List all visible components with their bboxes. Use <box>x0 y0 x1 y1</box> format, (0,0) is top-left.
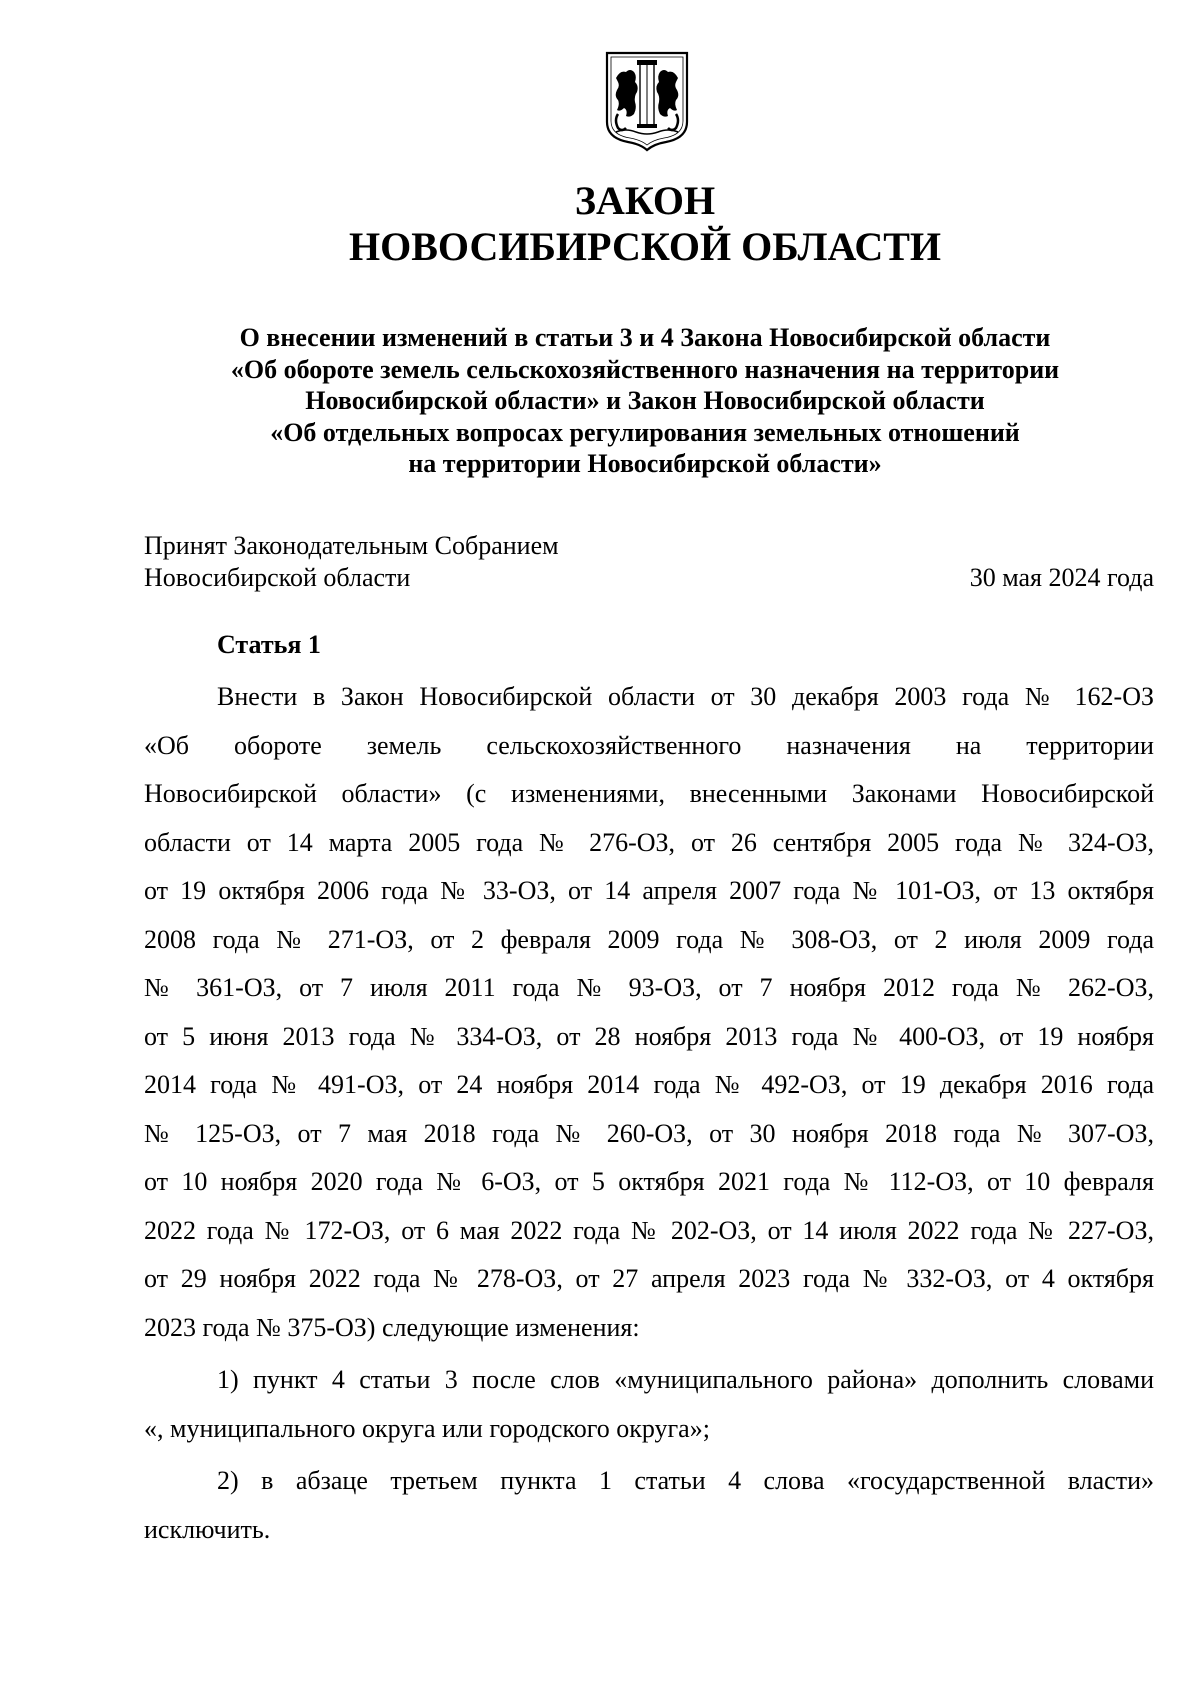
text-word: «Об <box>144 730 190 760</box>
text-line: области от 14 марта 2005 года № 276-ОЗ, от 26 сентября 2005 года № 324-ОЗ, <box>144 827 1154 857</box>
text-line: Внести в Закон Новосибирской области от 30 декабря 2003 года № 162-ОЗ <box>217 682 1154 711</box>
text-line: от 5 июня 2013 года № 334-ОЗ, от 28 ноября 2013 года № 400-ОЗ, от 19 ноября <box>144 1021 1154 1051</box>
coat-of-arms-emblem <box>604 50 690 152</box>
text-line: 2022 года № 172-ОЗ, от 6 мая 2022 года № 202-ОЗ, от 14 июля 2022 года № 227-ОЗ, <box>144 1215 1154 1245</box>
text-word: на <box>955 730 982 760</box>
text-word: назначения <box>786 730 911 760</box>
article-1-body <box>144 673 1154 1554</box>
text-line: 1) пункт 4 статьи 3 после слов «муниципального района» дополнить словами <box>217 1365 1154 1394</box>
text-word: обороте <box>233 730 322 760</box>
article-1-item-2 <box>144 1457 1154 1554</box>
text-line: 2) в абзаце третьем пункта 1 статьи 4 слова «государственной власти» <box>217 1466 1154 1495</box>
text-line <box>144 722 1154 771</box>
subject-line: на территории Новосибирской области» <box>408 449 882 478</box>
text-word: сельскохозяйственного <box>486 730 742 760</box>
text-line: исключить. <box>144 1514 271 1544</box>
adoption-row-1 <box>144 530 1154 562</box>
law-subject <box>0 322 1200 480</box>
text-word: земель <box>366 730 442 760</box>
adoption-block <box>144 530 1154 594</box>
adopted-by-region: Новосибирской области <box>144 563 411 592</box>
subject-line: О внесении изменений в статьи 3 и 4 Закона Новосибирской области <box>239 323 1051 352</box>
subject-line: «Об обороте земель сельскохозяйственного назначения на территории <box>230 354 1060 384</box>
article-1-item-1 <box>144 1356 1154 1453</box>
text-line: от 10 ноября 2020 года № 6-ОЗ, от 5 октября 2021 года № 112-ОЗ, от 10 февраля <box>144 1167 1154 1196</box>
text-line: «, муниципального округа или городского округа»; <box>144 1413 710 1443</box>
law-title-line-1: ЗАКОН <box>574 178 716 223</box>
article-1-heading: Статья 1 <box>217 630 321 659</box>
text-line: № 361-ОЗ, от 7 июля 2011 года № 93-ОЗ, от 7 ноября 2012 года № 262-ОЗ, <box>144 973 1154 1002</box>
subject-line: Новосибирской области» и Закон Новосибирской области <box>305 386 985 415</box>
article-1-paragraph <box>144 673 1154 1352</box>
text-line: № 125-ОЗ, от 7 мая 2018 года № 260-ОЗ, от 30 ноября 2018 года № 307-ОЗ, <box>144 1118 1154 1148</box>
adoption-row-2 <box>144 562 1154 594</box>
text-line: от 29 ноября 2022 года № 278-ОЗ, от 27 апреля 2023 года № 332-ОЗ, от 4 октября <box>144 1264 1154 1293</box>
adopted-by-text: Принят Законодательным Собранием <box>144 531 559 560</box>
adoption-date: 30 мая 2024 года <box>969 563 1154 592</box>
text-line: 2023 года № 375-ОЗ) следующие изменения: <box>144 1312 640 1342</box>
subject-line: «Об отдельных вопросах регулирования земельных отношений <box>270 417 1020 447</box>
text-line: Новосибирской области» (с изменениями, внесенными Законами Новосибирской <box>144 779 1154 808</box>
text-line: 2014 года № 491-ОЗ, от 24 ноября 2014 года № 492-ОЗ, от 19 декабря 2016 года <box>144 1070 1154 1099</box>
law-title <box>0 178 1200 270</box>
text-line: от 19 октября 2006 года № 33-ОЗ, от 14 апреля 2007 года № 101-ОЗ, от 13 октября <box>144 876 1154 905</box>
text-word: территории <box>1026 730 1154 760</box>
law-title-line-2: НОВОСИБИРСКОЙ ОБЛАСТИ <box>348 224 942 269</box>
text-line: 2008 года № 271-ОЗ, от 2 февраля 2009 года № 308-ОЗ, от 2 июля 2009 года <box>144 924 1154 954</box>
